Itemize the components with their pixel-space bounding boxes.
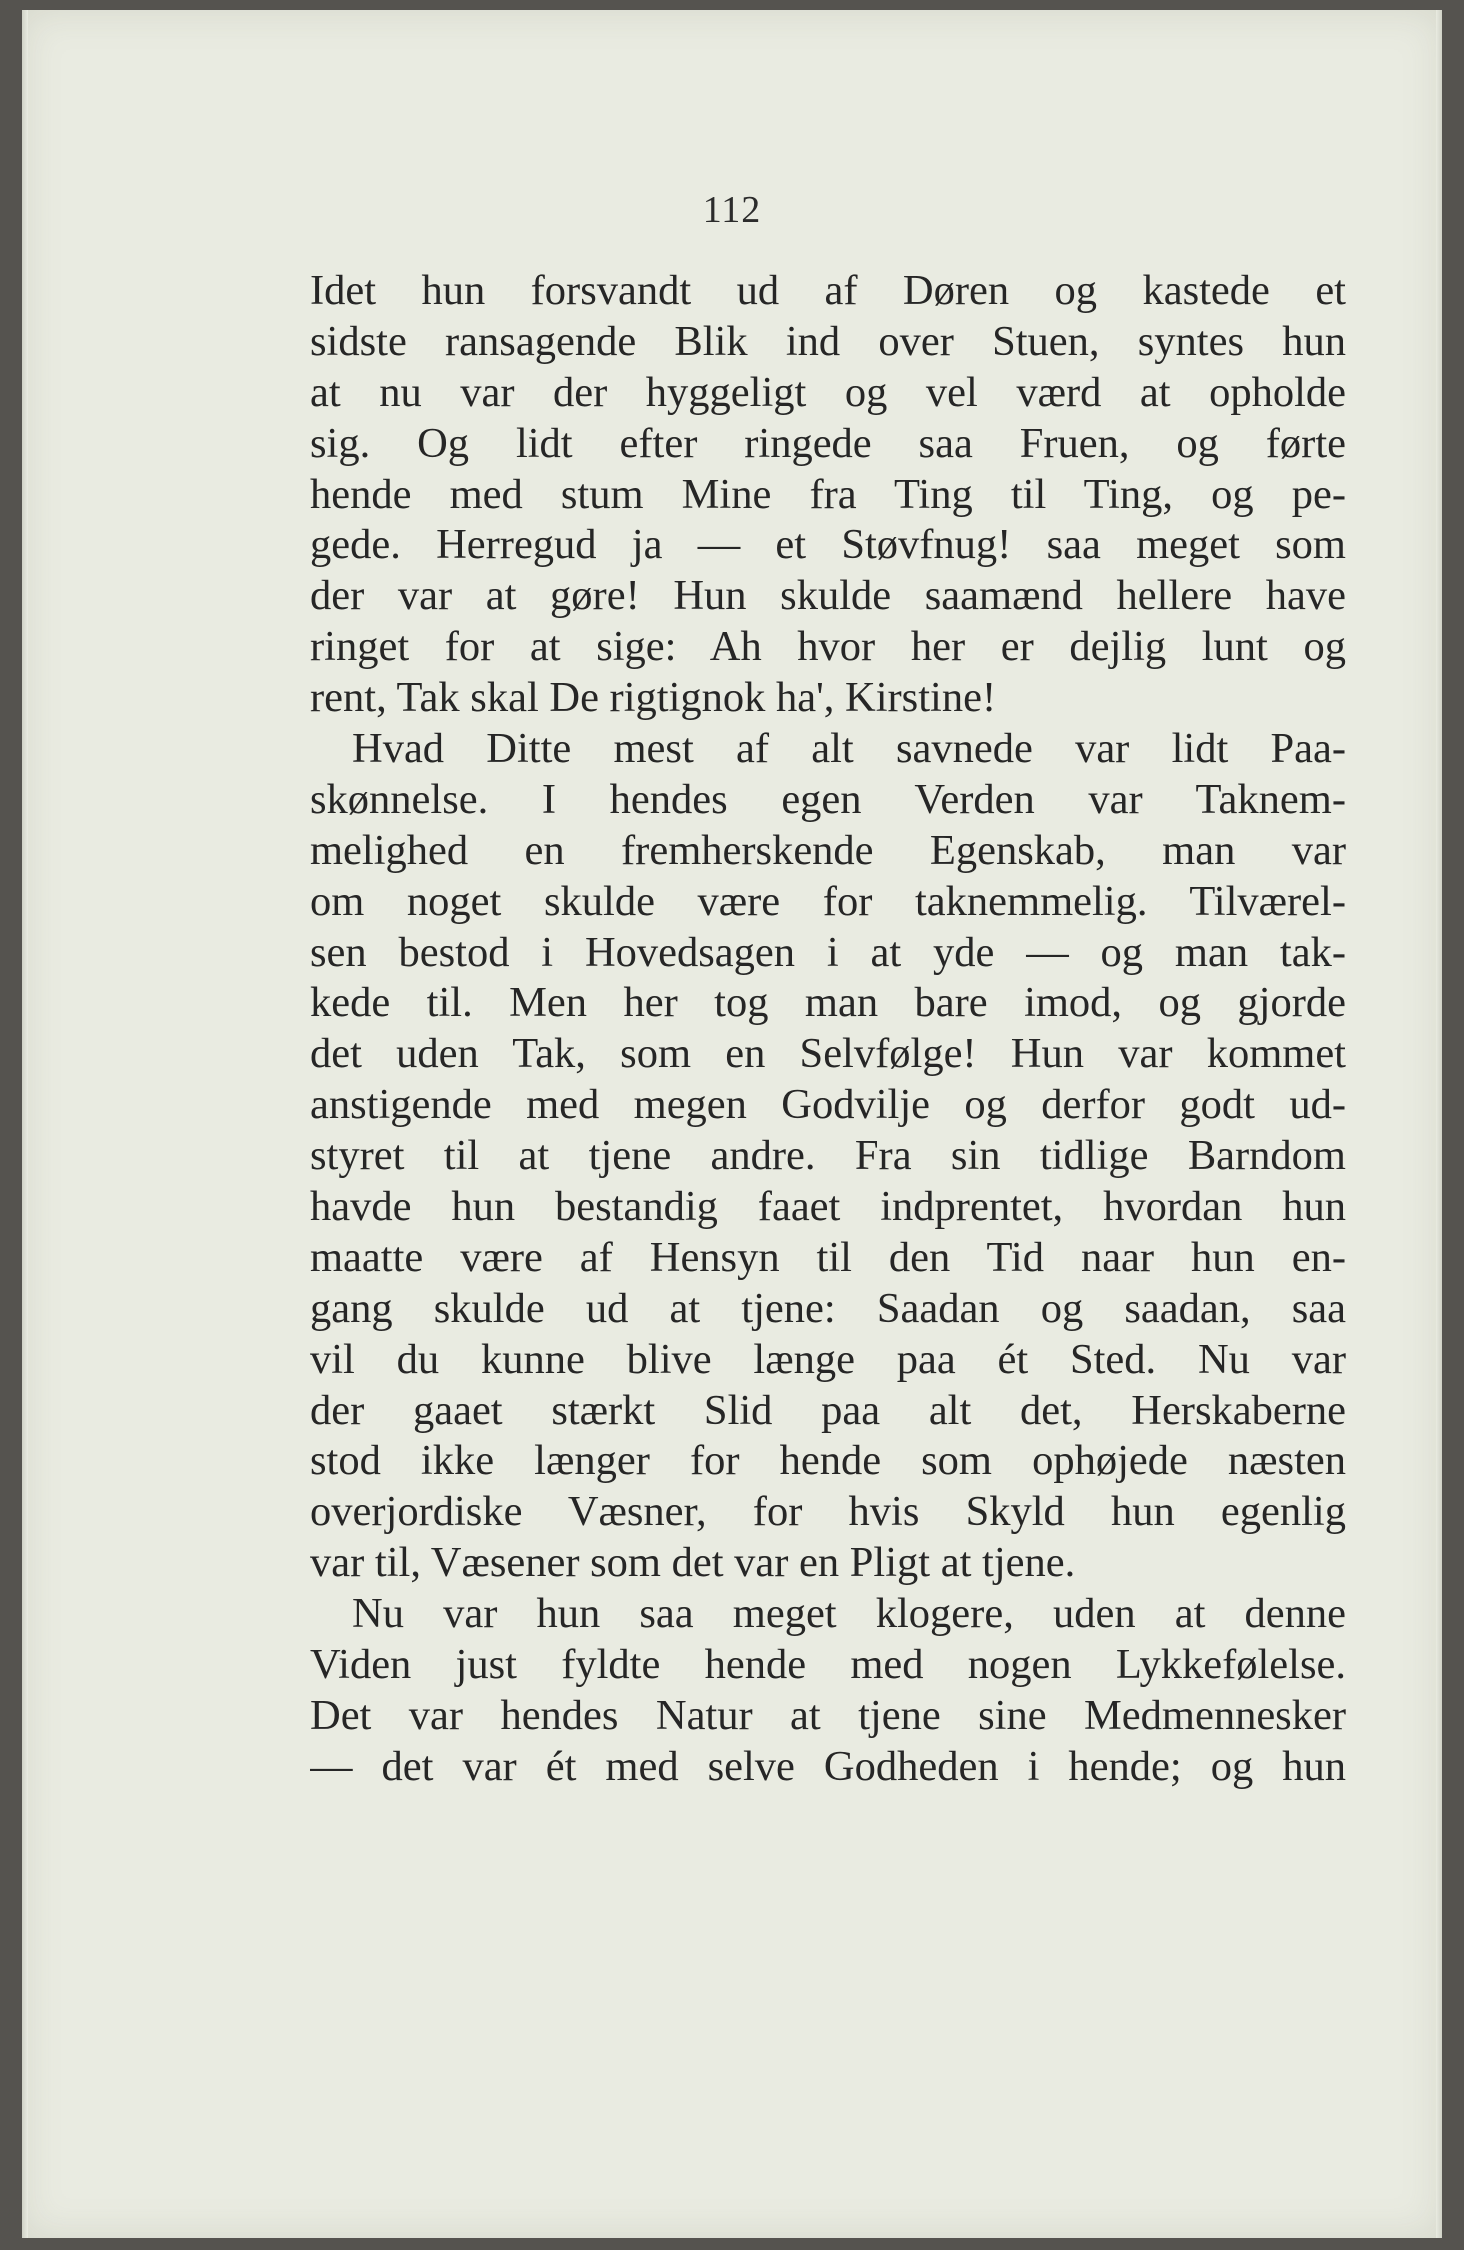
text-line: det uden Tak, som en Selvfølge! Hun var kommet — [310, 1030, 1346, 1078]
text-line: gang skulde ud at tjene: Saadan og saadan, saa — [310, 1284, 1346, 1332]
text-line: var til, Væsener som det var en Pligt at tjene. — [310, 1539, 1076, 1587]
text-line: rent, Tak skal De rigtignok ha', Kirstine! — [310, 674, 997, 722]
page-edge-right — [1436, 10, 1442, 2238]
text-line: ringet for at sige: Ah hvor her er dejlig lunt og — [310, 623, 1346, 671]
text-line: Hvad Ditte mest af alt savnede var lidt Paa- — [352, 725, 1346, 773]
body-text — [310, 266, 1346, 1793]
text-line: der var at gøre! Hun skulde saamænd hellere have — [310, 572, 1346, 620]
text-line: havde hun bestandig faaet indprentet, hvordan hun — [310, 1183, 1346, 1231]
page-number: 112 — [702, 189, 762, 231]
text-line: — det var ét med selve Godheden i hende; og hun — [310, 1742, 1346, 1790]
text-line: kede til. Men her tog man bare imod, og gjorde — [310, 979, 1346, 1027]
text-line: sidste ransagende Blik ind over Stuen, syntes hun — [310, 317, 1346, 365]
text-line: hende med stum Mine fra Ting til Ting, og pe- — [310, 470, 1346, 518]
text-line: overjordiske Væsner, for hvis Skyld hun egenlig — [310, 1488, 1346, 1536]
text-line: sen bestod i Hovedsagen i at yde — og man tak- — [310, 928, 1346, 976]
text-line: om noget skulde være for taknemmelig. Tilværel- — [310, 877, 1346, 925]
text-line: melighed en fremherskende Egenskab, man var — [310, 826, 1346, 874]
text-line: vil du kunne blive længe paa ét Sted. Nu var — [310, 1335, 1346, 1383]
page-edge-left — [22, 10, 28, 2238]
text-line: sig. Og lidt efter ringede saa Fruen, og førte — [310, 419, 1346, 467]
text-line: stod ikke længer for hende som ophøjede næsten — [310, 1437, 1346, 1485]
text-line: Det var hendes Natur at tjene sine Medmennesker — [310, 1691, 1346, 1739]
text-line: maatte være af Hensyn til den Tid naar hun en- — [310, 1233, 1346, 1281]
text-line: at nu var der hyggeligt og vel værd at opholde — [310, 368, 1346, 416]
text-line: gede. Herregud ja — et Støvfnug! saa meget som — [310, 521, 1346, 569]
text-line: Viden just fyldte hende med nogen Lykkefølelse. — [310, 1641, 1346, 1689]
text-line: skønnelse. I hendes egen Verden var Taknem- — [310, 775, 1346, 823]
text-line: styret til at tjene andre. Fra sin tidlige Barndom — [310, 1132, 1346, 1180]
book-page — [22, 10, 1442, 2238]
text-line: der gaaet stærkt Slid paa alt det, Herskaberne — [310, 1386, 1346, 1434]
text-line: Nu var hun saa meget klogere, uden at denne — [352, 1590, 1346, 1638]
text-line: Idet hun forsvandt ud af Døren og kastede et — [310, 267, 1346, 314]
text-line: anstigende med megen Godvilje og derfor godt ud- — [310, 1081, 1346, 1129]
